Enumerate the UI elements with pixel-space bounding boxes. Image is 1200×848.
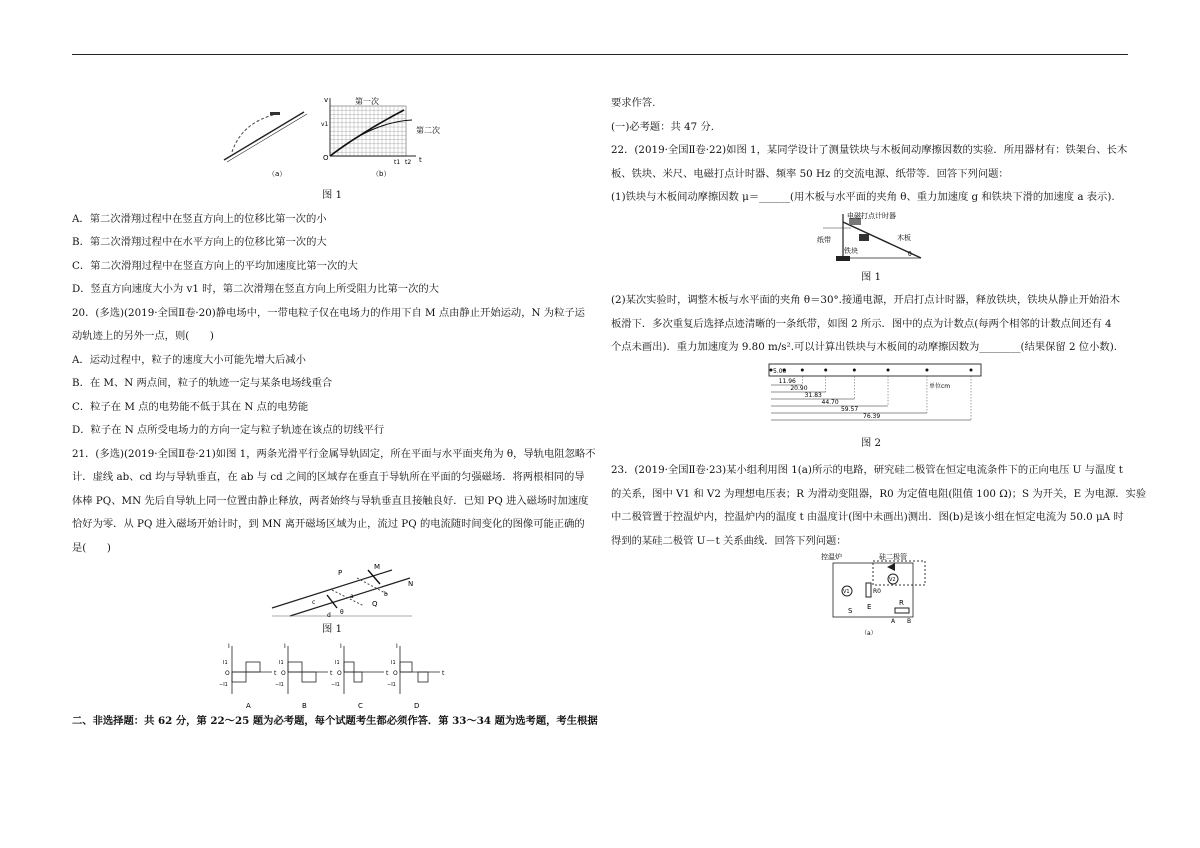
label-S: S bbox=[848, 607, 853, 615]
q22-stem-line: 板、铁块、米尺、电磁打点计时器、频率 50 Hz 的交流电源、纸带等．回答下列问题： bbox=[611, 167, 1009, 180]
graph-origin: O bbox=[337, 669, 342, 677]
label-b-rail: b bbox=[384, 591, 388, 598]
q22-stem-line: (1)铁块与木板间动摩擦因数 μ＝______(用木板与水平面的夹角 θ、重力加速度 g 和铁块下滑的加速度 a 表示). bbox=[611, 191, 1115, 203]
q20-option-a: A．运动过程中，粒子的速度大小可能先增大后减小 bbox=[72, 353, 306, 366]
graph-axis-t: t bbox=[442, 669, 445, 677]
axis-v: v bbox=[324, 96, 329, 104]
label-oven: 控温炉 bbox=[821, 553, 842, 561]
label-V2: V2 bbox=[889, 577, 896, 583]
label-N: N bbox=[408, 580, 414, 588]
graph-option-label: D bbox=[414, 701, 420, 710]
label-timer: 电磁打点计时器 bbox=[847, 211, 896, 220]
glider-shape bbox=[270, 112, 280, 115]
glider-figure bbox=[72, 92, 592, 184]
label-Q: Q bbox=[372, 600, 378, 608]
q23-stem-line: 23．(2019·全国Ⅱ卷·23)某小组利用图 1(a)所示的电路，研究硅二极管在恒定电流条件下的正向电压 U 与温度 t bbox=[611, 464, 1123, 476]
label-B: B bbox=[907, 618, 912, 625]
label-theta: θ bbox=[340, 609, 344, 616]
v1-label: v1 bbox=[321, 121, 329, 128]
graph-I1: I1 bbox=[335, 659, 340, 666]
label-E: E bbox=[867, 603, 872, 611]
q21-stem-line: 体棒 PQ、MN 先后自导轨上同一位置由静止释放，两者始终与导轨垂直且接触良好．已知 PQ 进入磁场时加速度 bbox=[72, 494, 589, 507]
graph-axis-t: t bbox=[274, 669, 277, 677]
paper-tape bbox=[769, 364, 981, 376]
tape-unit: 单位cm bbox=[929, 382, 951, 390]
label-tape: 纸带 bbox=[817, 235, 831, 244]
label-theta: θ bbox=[908, 250, 912, 258]
q23-stem-line: 得到的某硅二极管 U－t 关系曲线．回答下列问题： bbox=[611, 534, 847, 547]
text-line: 要求作答. bbox=[611, 97, 656, 109]
tape-value: 44.70 bbox=[821, 398, 839, 406]
q20-stem-line: 动轨迹上的另外一点，则( ) bbox=[72, 330, 214, 342]
label-R: R bbox=[899, 599, 904, 607]
label-fig-a: （a） bbox=[861, 630, 877, 637]
q21-stem-line: 21．(多选)(2019·全国Ⅱ卷·21)如图 1，两条光滑平行金属导轨固定，所在平面与水平面夹角为 θ，导轨电阻忽略不 bbox=[72, 447, 596, 460]
graph-option-label: C bbox=[358, 701, 363, 710]
q22-stem-line: 22．(2019·全国Ⅱ卷·22)如图 1，某同学设计了测量铁块与木板间动摩擦因数的实验．所用器材有：铁架台、长木 bbox=[611, 144, 1128, 156]
label-board: 木板 bbox=[897, 233, 911, 242]
header-rule bbox=[72, 54, 1128, 55]
tape-value: 5.00 bbox=[773, 367, 787, 375]
graph-I1: I1 bbox=[279, 659, 284, 666]
right-column bbox=[611, 92, 1147, 641]
tape-dot bbox=[887, 368, 890, 371]
tape-value: 59.57 bbox=[840, 405, 859, 413]
tape-dot bbox=[801, 368, 804, 371]
graph-origin: O bbox=[393, 669, 398, 677]
slope-line bbox=[224, 112, 304, 160]
q20-option-d: D．粒子在 N 点所受电场力的方向一定与粒子轨迹在该点的切线平行 bbox=[72, 424, 385, 436]
graph-origin: O bbox=[281, 669, 286, 677]
label-A: A bbox=[891, 618, 896, 625]
q22-part2-line: 板滑下．多次重复后选择点迹清晰的一条纸带，如图 2 所示．图中的点为计数点(每两个相邻的计数点间还有 4 bbox=[611, 317, 1112, 330]
graph-option-label: B bbox=[302, 701, 307, 710]
tape-value: 76.39 bbox=[863, 412, 881, 420]
figure-q19 bbox=[72, 92, 592, 184]
label-d: d bbox=[327, 612, 331, 618]
label-M: M bbox=[374, 563, 381, 571]
tape-dot bbox=[853, 368, 856, 371]
tape-value: 11.96 bbox=[778, 377, 796, 385]
origin-label: O bbox=[323, 154, 329, 162]
q21-stem-line: 计．虚线 ab、cd 均与导轨垂直，在 ab 与 cd 之间的区域存在垂直于导轨所在平面的匀强磁场．将两根相同的导 bbox=[72, 471, 585, 483]
q21-stem-line: 是( ) bbox=[72, 541, 111, 554]
q20-option-b: B．在 M、N 两点间，粒子的轨迹一定与某条电场线重合 bbox=[72, 377, 333, 389]
graph-I1: I1 bbox=[223, 659, 228, 666]
q20-stem-line: 20．(多选)(2019·全国Ⅱ卷·20)静电场中，一带电粒子仅在电场力的作用下自 M 点由静止开始运动，N 为粒子运 bbox=[72, 306, 585, 319]
graph-axis-I: I bbox=[284, 642, 286, 650]
text-line: (一)必考题：共 47 分. bbox=[611, 120, 715, 133]
label-b: （b） bbox=[372, 170, 391, 178]
graph-negI1: −I1 bbox=[275, 681, 284, 688]
figure-q23-circuit bbox=[611, 553, 1131, 641]
graph-negI1: −I1 bbox=[331, 681, 340, 688]
second-label: 第二次 bbox=[416, 126, 440, 135]
figure-caption: 图 1 bbox=[321, 623, 343, 635]
label-a: （a） bbox=[268, 170, 287, 178]
figure-caption: 图 1 bbox=[321, 189, 343, 201]
tape-dot bbox=[970, 368, 973, 371]
q19-option-d: D．竖直方向速度大小为 v1 时，第二次滑翔在竖直方向上所受阻力比第一次的大 bbox=[72, 283, 439, 295]
t2-label: t2 bbox=[405, 159, 412, 166]
q23-stem-line: 中二极管置于控温炉内，控温炉内的温度 t 由温度计(图中未画出)测出．图(b)是该小组在恒定电流为 50.0 μA 时 bbox=[611, 511, 1124, 523]
t1-label: t1 bbox=[394, 159, 401, 166]
q21-stem-line: 恰好为零．从 PQ 进入磁场开始计时，到 MN 离开磁场区域为止，流过 PQ 的电流随时间变化的图像可能正确的 bbox=[72, 518, 585, 530]
first-label: 第一次 bbox=[355, 97, 379, 106]
section-2-heading: 二、非选择题：共 62 分，第 22～25 题为必考题，每个试题考生都必须作答．第 33～34 题为选考题，考生根据 bbox=[72, 714, 598, 727]
figure-q21-graphs bbox=[72, 642, 592, 710]
label-block: 铁块 bbox=[844, 246, 858, 255]
answer-graph-A bbox=[219, 643, 277, 710]
label-c: c bbox=[312, 599, 316, 606]
q19-option-c: C．第二次滑翔过程中在竖直方向上的平均加速度比第一次的大 bbox=[72, 259, 358, 272]
graph-negI1: −I1 bbox=[387, 681, 396, 688]
answer-graph-C bbox=[331, 643, 389, 710]
q22-part2-line: (2)某次实验时，调整木板与水平面的夹角 θ＝30°.接通电源，开启打点计时器，释放铁块，铁块从静止开始沿木 bbox=[611, 294, 1120, 306]
left-column bbox=[72, 92, 598, 733]
tape-dot bbox=[925, 368, 928, 371]
label-P: P bbox=[338, 569, 343, 577]
graph-axis-I: I bbox=[340, 642, 342, 650]
graph-negI1: −I1 bbox=[219, 681, 228, 688]
graph-axis-t: t bbox=[386, 669, 389, 677]
figure-q21-rails bbox=[72, 560, 592, 618]
figure-q22-tape bbox=[611, 360, 1131, 432]
tape-value: 20.90 bbox=[790, 384, 808, 392]
label-diode: 硅二极管 bbox=[879, 553, 907, 561]
q19-option-b: B．第二次滑翔过程中在水平方向上的位移比第一次的大 bbox=[72, 236, 327, 248]
label-R0: R0 bbox=[873, 588, 881, 595]
tape-value: 31.83 bbox=[804, 391, 822, 399]
figure-caption: 图 1 bbox=[860, 270, 882, 283]
answer-graph-D bbox=[387, 643, 445, 710]
graph-origin: O bbox=[225, 669, 230, 677]
q20-option-c: C．粒子在 M 点的电势能不低于其在 N 点的电势能 bbox=[72, 400, 309, 413]
tape-dot bbox=[824, 368, 827, 371]
q23-stem-line: 的关系，图中 V1 和 V2 为理想电压表；R 为滑动变阻器，R0 为定值电阻(阻值 100 Ω)；S 为开关，E 为电源．实验 bbox=[611, 487, 1147, 500]
graph-axis-t: t bbox=[330, 669, 333, 677]
graph-option-label: A bbox=[246, 701, 251, 710]
graph-I1: I1 bbox=[391, 659, 396, 666]
q22-part2-line: 个点未画出)．重力加速度为 9.80 m/s².可以计算出铁块与木板间的动摩擦因数为________(结果保留 2 位小数). bbox=[611, 341, 1117, 353]
q19-option-a: A．第二次滑翔过程中在竖直方向上的位移比第一次的小 bbox=[72, 212, 327, 225]
graph-axis-I: I bbox=[396, 642, 398, 650]
answer-graph-B bbox=[275, 643, 333, 710]
figure-q22-setup bbox=[611, 210, 1131, 266]
t-label: t bbox=[419, 156, 422, 164]
vt-graph bbox=[321, 96, 440, 178]
label-V1: V1 bbox=[843, 589, 850, 595]
figure-caption: 图 2 bbox=[860, 436, 882, 449]
label-a-rail: a bbox=[350, 593, 354, 600]
graph-axis-I: I bbox=[228, 642, 230, 650]
